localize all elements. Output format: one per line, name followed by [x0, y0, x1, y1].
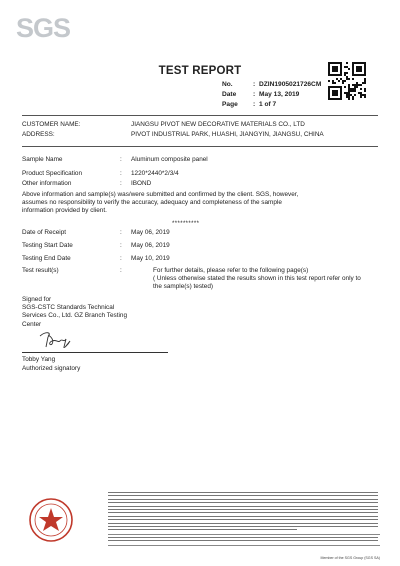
- qr-module: [346, 96, 348, 98]
- qr-module: [348, 88, 350, 90]
- qr-module: [354, 86, 356, 88]
- customer-name-label: CUSTOMER NAME:: [22, 121, 81, 128]
- qr-module: [332, 66, 338, 72]
- qr-module: [332, 82, 334, 84]
- qr-module: [354, 94, 356, 96]
- qr-module: [352, 88, 354, 90]
- qr-module: [344, 80, 346, 82]
- qr-module: [346, 92, 348, 94]
- other-info-label: Other information: [22, 180, 72, 187]
- qr-module: [356, 84, 358, 86]
- qr-module: [360, 94, 362, 96]
- footer-divider: [108, 534, 380, 535]
- footer-divider-2: [108, 545, 380, 546]
- report-date-value: May 13, 2019: [259, 91, 300, 98]
- qr-module: [364, 82, 366, 84]
- qr-module: [342, 82, 344, 84]
- qr-module: [364, 90, 366, 92]
- result-line: ( Unless otherwise stated the results shown in this test report refer only to: [153, 275, 361, 283]
- qr-code: [328, 62, 366, 100]
- report-title: TEST REPORT: [158, 65, 242, 77]
- qr-module: [348, 98, 350, 100]
- product-spec-value: 1220*2440*2/3/4: [131, 170, 179, 177]
- qr-module: [350, 90, 352, 92]
- receipt-date-value: May 06, 2019: [131, 229, 170, 236]
- qr-module: [334, 82, 336, 84]
- qr-module: [362, 82, 364, 84]
- qr-module: [360, 88, 362, 90]
- product-spec-label: Product Specification: [22, 170, 83, 177]
- sgs-seal-icon: [28, 497, 74, 543]
- qr-module: [348, 68, 350, 70]
- qr-module: [346, 76, 348, 78]
- result-line: the sample(s) tested): [153, 283, 214, 291]
- test-results-label: Test result(s): [22, 267, 59, 274]
- qr-module: [360, 84, 362, 86]
- qr-module: [352, 78, 354, 80]
- disclaimer-line: assumes no responsibility to verify the accuracy, adequacy and completeness of the sample: [22, 199, 282, 207]
- svg-text:SGS: SGS: [16, 13, 71, 43]
- report-date-label: Date: [222, 91, 237, 98]
- report-number-label: No.: [222, 81, 233, 88]
- signatory-name: Tobby Yang: [22, 356, 56, 363]
- qr-module: [344, 72, 346, 74]
- qr-module: [352, 90, 354, 92]
- qr-module: [332, 80, 334, 82]
- qr-module: [364, 80, 366, 82]
- qr-module: [354, 90, 356, 92]
- qr-module: [342, 80, 344, 82]
- qr-module: [356, 66, 362, 72]
- signed-for-block: [22, 296, 127, 329]
- qr-module: [350, 94, 352, 96]
- disclaimer-line: Above information and sample(s) was/were submitted and confirmed by the client. SGS, however,: [22, 191, 299, 198]
- qr-module: [350, 88, 352, 90]
- colon: :: [120, 255, 122, 262]
- customer-name-value: JIANGSU PIVOT NEW DECORATIVE MATERIALS CO., LTD: [131, 121, 305, 128]
- result-line: For further details, please refer to the following page(s): [153, 267, 309, 274]
- qr-module: [352, 98, 354, 100]
- qr-module: [348, 90, 350, 92]
- qr-module: [356, 86, 358, 88]
- qr-module: [348, 92, 350, 94]
- report-page-label: Page: [222, 101, 238, 108]
- qr-module: [348, 96, 350, 98]
- colon: :: [120, 180, 122, 187]
- qr-module: [328, 80, 330, 82]
- sgs-logo: [16, 12, 71, 43]
- qr-module: [364, 88, 366, 90]
- qr-module: [338, 80, 340, 82]
- footer-address-line: [108, 536, 378, 543]
- qr-module: [358, 92, 360, 94]
- sample-name-label: Sample Name: [22, 156, 63, 163]
- qr-module: [348, 86, 350, 88]
- report-number-value: DZIN1905021726CM: [259, 81, 322, 88]
- signature-line: [22, 352, 168, 353]
- qr-module: [344, 74, 346, 76]
- member-of-sgs-group: Member of the SGS Group (SGS SA): [320, 556, 380, 560]
- colon: :: [120, 170, 122, 177]
- separator-stars: **********: [172, 221, 200, 227]
- qr-module: [352, 84, 354, 86]
- qr-module: [346, 94, 348, 96]
- signed-line: SGS-CSTC Standards Technical: [22, 304, 115, 312]
- qr-module: [332, 90, 338, 96]
- test-results-text: [153, 267, 393, 292]
- other-info-value: IBOND: [131, 180, 152, 187]
- receipt-date-label: Date of Receipt: [22, 229, 67, 236]
- terms-fine-print: [108, 491, 378, 532]
- qr-module: [354, 88, 356, 90]
- signatory-title: Authorized signatory: [22, 365, 81, 372]
- signed-line: Services Co., Ltd. GZ Branch Testing: [22, 312, 128, 320]
- end-date-value: May 10, 2019: [131, 255, 170, 262]
- qr-module: [362, 94, 364, 96]
- qr-module: [346, 72, 348, 74]
- handwritten-signature: [38, 329, 72, 349]
- qr-module: [352, 96, 354, 98]
- signed-line: Center: [22, 320, 42, 328]
- qr-module: [348, 78, 350, 80]
- colon: :: [120, 156, 122, 163]
- qr-module: [364, 94, 366, 96]
- report-page-value: 1 of 7: [259, 101, 277, 108]
- colon: :: [253, 91, 256, 98]
- qr-module: [344, 86, 346, 88]
- qr-module: [364, 78, 366, 80]
- header-divider: [22, 115, 378, 116]
- start-date-value: May 06, 2019: [131, 242, 170, 249]
- sample-name-value: Aluminum composite panel: [131, 156, 208, 163]
- colon: :: [253, 101, 256, 108]
- end-date-label: Testing End Date: [22, 255, 71, 262]
- qr-module: [348, 94, 350, 96]
- qr-module: [336, 78, 338, 80]
- qr-module: [344, 92, 346, 94]
- qr-module: [346, 78, 348, 80]
- qr-module: [348, 84, 350, 86]
- test-results-row: [22, 267, 382, 291]
- qr-module: [346, 62, 348, 64]
- colon: :: [120, 229, 122, 236]
- address-value: PIVOT INDUSTRIAL PARK, HUASHI, JIANGYIN, JIANGSU, CHINA: [131, 131, 324, 138]
- disclaimer-text: [22, 191, 382, 216]
- qr-module: [358, 84, 360, 86]
- qr-module: [344, 66, 346, 68]
- colon: :: [253, 81, 256, 88]
- qr-module: [356, 82, 358, 84]
- signed-line: Signed for: [22, 296, 52, 303]
- colon: :: [120, 267, 122, 274]
- qr-module: [354, 84, 356, 86]
- start-date-label: Testing Start Date: [22, 242, 73, 249]
- qr-module: [346, 66, 348, 68]
- qr-module: [360, 96, 362, 98]
- colon: :: [120, 242, 122, 249]
- qr-module: [360, 92, 362, 94]
- qr-module: [340, 78, 342, 80]
- address-label: ADDRESS:: [22, 131, 55, 138]
- customer-divider: [22, 146, 378, 147]
- disclaimer-line: information provided by client.: [22, 207, 107, 215]
- qr-module: [364, 96, 366, 98]
